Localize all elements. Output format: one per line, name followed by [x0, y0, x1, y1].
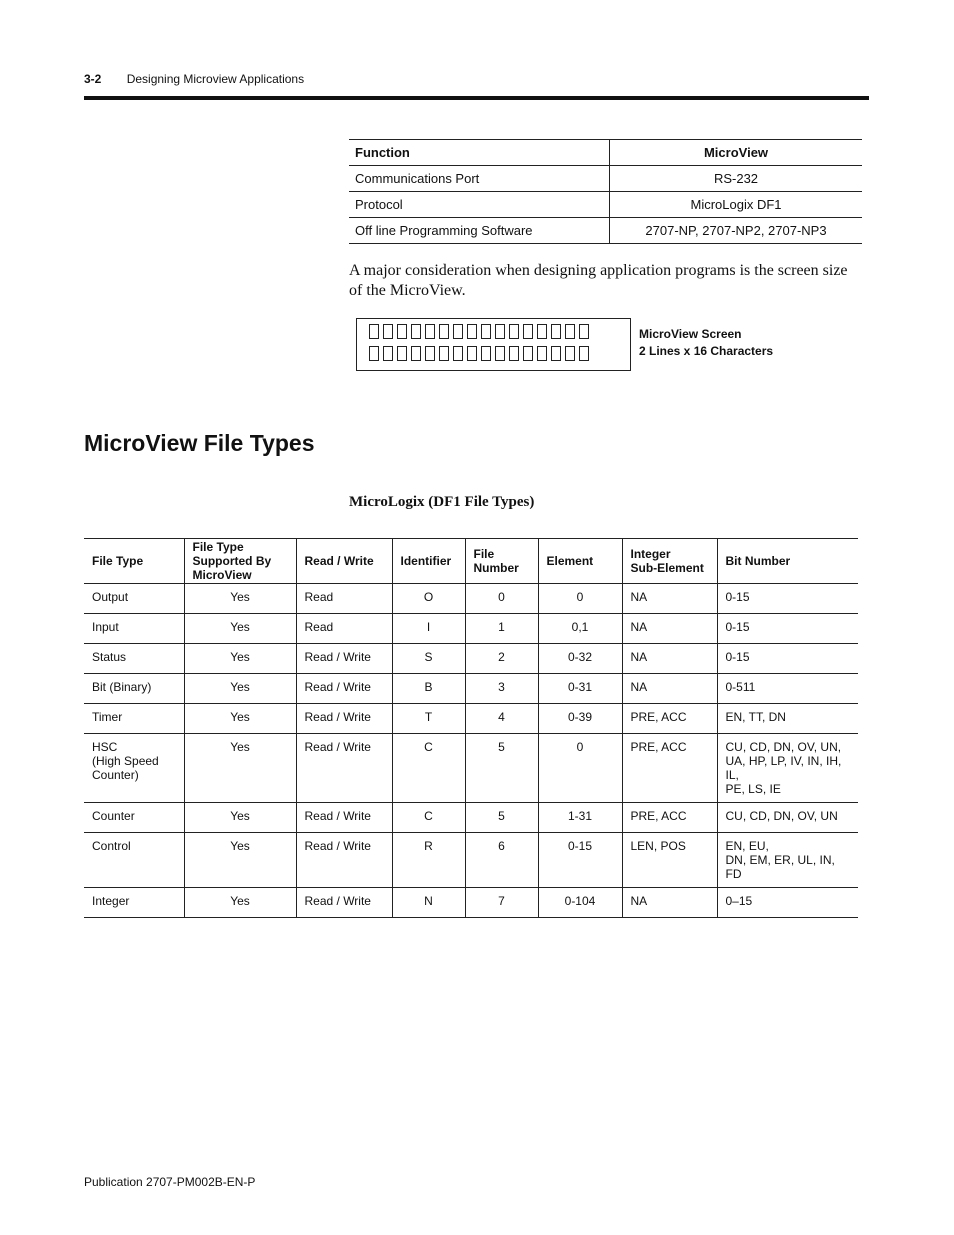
table-row: [84, 888, 858, 918]
comm-cell: Off line Programming Software: [349, 218, 610, 244]
table-row: [349, 166, 862, 192]
cell-file-type: Bit (Binary): [84, 674, 184, 704]
cell-read-write: Read / Write: [296, 803, 392, 833]
comm-header-function: Function: [349, 140, 610, 166]
table-row: [84, 644, 858, 674]
cell-supported-by-microview: Yes: [184, 674, 296, 704]
cell-integer-sub-element: PRE, ACC: [622, 734, 717, 803]
cell-file-number: 4: [465, 704, 538, 734]
table-row: [84, 674, 858, 704]
table-row: [84, 734, 858, 803]
cell-integer-sub-element: NA: [622, 888, 717, 918]
character-cell: [509, 324, 519, 339]
table-row: [84, 833, 858, 888]
character-cell: [523, 346, 533, 361]
cell-identifier: N: [392, 888, 465, 918]
character-cell: [509, 346, 519, 361]
character-cell: [453, 346, 463, 361]
character-cell: [565, 324, 575, 339]
cell-read-write: Read / Write: [296, 833, 392, 888]
cell-identifier: B: [392, 674, 465, 704]
cell-read-write: Read / Write: [296, 674, 392, 704]
cell-file-number: 3: [465, 674, 538, 704]
character-cell: [397, 346, 407, 361]
cell-element: 0-104: [538, 888, 622, 918]
cell-read-write: Read / Write: [296, 888, 392, 918]
character-cell: [467, 346, 477, 361]
character-cell: [453, 324, 463, 339]
cell-element: 0,1: [538, 614, 622, 644]
cell-file-type: Control: [84, 833, 184, 888]
character-cell: [579, 346, 589, 361]
cell-identifier: O: [392, 584, 465, 614]
character-cell: [495, 324, 505, 339]
cell-file-number: 0: [465, 584, 538, 614]
table-row: [84, 803, 858, 833]
table-row: [349, 218, 862, 244]
comm-cell: 2707-NP, 2707-NP2, 2707-NP3: [610, 218, 863, 244]
cell-supported-by-microview: Yes: [184, 888, 296, 918]
section-title: MicroView File Types: [84, 430, 315, 456]
character-cell: [537, 346, 547, 361]
cell-file-type: Input: [84, 614, 184, 644]
cell-read-write: Read / Write: [296, 644, 392, 674]
header-file-type: File Type: [84, 539, 184, 584]
comm-cell: Communications Port: [349, 166, 610, 192]
cell-integer-sub-element: NA: [622, 674, 717, 704]
intro-paragraph: A major consideration when designing application programs is the screen size of the MicroView.: [349, 262, 848, 299]
cell-supported-by-microview: Yes: [184, 734, 296, 803]
table-row: [84, 704, 858, 734]
header-read-write: Read / Write: [296, 539, 392, 584]
cell-identifier: S: [392, 644, 465, 674]
cell-file-type: Counter: [84, 803, 184, 833]
character-cell: [369, 346, 379, 361]
character-cell: [523, 324, 533, 339]
cell-integer-sub-element: PRE, ACC: [622, 704, 717, 734]
header-rule: [84, 96, 869, 100]
character-cell: [397, 324, 407, 339]
cell-file-type: Integer: [84, 888, 184, 918]
cell-read-write: Read / Write: [296, 734, 392, 803]
character-cell: [369, 324, 379, 339]
character-cell: [411, 324, 421, 339]
cell-read-write: Read / Write: [296, 704, 392, 734]
cell-file-type: Status: [84, 644, 184, 674]
character-cell: [481, 324, 491, 339]
cell-integer-sub-element: PRE, ACC: [622, 803, 717, 833]
file-types-header-row: [84, 539, 858, 584]
publication-footer: Publication 2707-PM002B-EN-P: [84, 1175, 256, 1189]
cell-integer-sub-element: NA: [622, 614, 717, 644]
file-types-table-title: MicroLogix (DF1 File Types): [349, 494, 535, 510]
cell-supported-by-microview: Yes: [184, 704, 296, 734]
comm-header-microview: MicroView: [610, 140, 863, 166]
cell-supported-by-microview: Yes: [184, 803, 296, 833]
cell-file-number: 1: [465, 614, 538, 644]
cell-element: 0-31: [538, 674, 622, 704]
cell-element: 0: [538, 584, 622, 614]
header-file-number: File Number: [465, 539, 538, 584]
screen-line: [369, 324, 630, 340]
screen-caption-line1: MicroView Screen: [639, 327, 742, 341]
header-supported-by-microview: File Type Supported By MicroView: [184, 539, 296, 584]
table-row: [84, 614, 858, 644]
cell-element: 0-39: [538, 704, 622, 734]
cell-file-number: 6: [465, 833, 538, 888]
comm-cell: Protocol: [349, 192, 610, 218]
comm-table-header-row: [349, 140, 862, 166]
header-bit-number: Bit Number: [717, 539, 858, 584]
table-row: [349, 192, 862, 218]
microview-screen-figure: [356, 318, 631, 371]
character-cell: [439, 346, 449, 361]
cell-file-type: Timer: [84, 704, 184, 734]
character-cell: [579, 324, 589, 339]
cell-identifier: C: [392, 803, 465, 833]
comm-cell: RS-232: [610, 166, 863, 192]
cell-identifier: R: [392, 833, 465, 888]
cell-integer-sub-element: NA: [622, 584, 717, 614]
character-cell: [537, 324, 547, 339]
cell-bit-number: 0-15: [717, 614, 858, 644]
character-cell: [495, 346, 505, 361]
cell-read-write: Read: [296, 614, 392, 644]
cell-element: 0: [538, 734, 622, 803]
cell-bit-number: EN, TT, DN: [717, 704, 858, 734]
cell-bit-number: CU, CD, DN, OV, UN: [717, 803, 858, 833]
cell-element: 1-31: [538, 803, 622, 833]
cell-bit-number: 0–15: [717, 888, 858, 918]
cell-file-number: 5: [465, 734, 538, 803]
cell-bit-number: 0-15: [717, 584, 858, 614]
cell-bit-number: 0-511: [717, 674, 858, 704]
cell-read-write: Read: [296, 584, 392, 614]
header-integer-sub-element: Integer Sub-Element: [622, 539, 717, 584]
chapter-title: Designing Microview Applications: [126, 72, 305, 86]
character-cell: [425, 324, 435, 339]
screen-line: [369, 346, 630, 362]
cell-file-number: 2: [465, 644, 538, 674]
page-header: [84, 72, 304, 86]
cell-supported-by-microview: Yes: [184, 614, 296, 644]
character-cell: [565, 346, 575, 361]
cell-supported-by-microview: Yes: [184, 584, 296, 614]
cell-file-type: HSC (High Speed Counter): [84, 734, 184, 803]
cell-identifier: T: [392, 704, 465, 734]
cell-element: 0-15: [538, 833, 622, 888]
character-cell: [383, 346, 393, 361]
cell-bit-number: EN, EU, DN, EM, ER, UL, IN, FD: [717, 833, 858, 888]
character-cell: [439, 324, 449, 339]
cell-supported-by-microview: Yes: [184, 644, 296, 674]
table-row: [84, 584, 858, 614]
character-cell: [411, 346, 421, 361]
character-cell: [551, 346, 561, 361]
cell-supported-by-microview: Yes: [184, 833, 296, 888]
cell-file-number: 5: [465, 803, 538, 833]
character-cell: [383, 324, 393, 339]
cell-file-number: 7: [465, 888, 538, 918]
cell-element: 0-32: [538, 644, 622, 674]
character-cell: [481, 346, 491, 361]
cell-identifier: C: [392, 734, 465, 803]
cell-bit-number: 0-15: [717, 644, 858, 674]
cell-integer-sub-element: NA: [622, 644, 717, 674]
cell-bit-number: CU, CD, DN, OV, UN, UA, HP, LP, IV, IN, IH, IL, PE, LS, IE: [717, 734, 858, 803]
character-cell: [551, 324, 561, 339]
header-element: Element: [538, 539, 622, 584]
file-types-table: [84, 538, 858, 918]
cell-file-type: Output: [84, 584, 184, 614]
comm-cell: MicroLogix DF1: [610, 192, 863, 218]
cell-integer-sub-element: LEN, POS: [622, 833, 717, 888]
communications-table: [349, 139, 862, 244]
page-number: 3-2: [84, 72, 102, 86]
screen-caption-line2: 2 Lines x 16 Characters: [639, 344, 774, 358]
cell-identifier: I: [392, 614, 465, 644]
screen-caption: [639, 326, 773, 360]
character-cell: [467, 324, 477, 339]
header-identifier: Identifier: [392, 539, 465, 584]
character-cell: [425, 346, 435, 361]
